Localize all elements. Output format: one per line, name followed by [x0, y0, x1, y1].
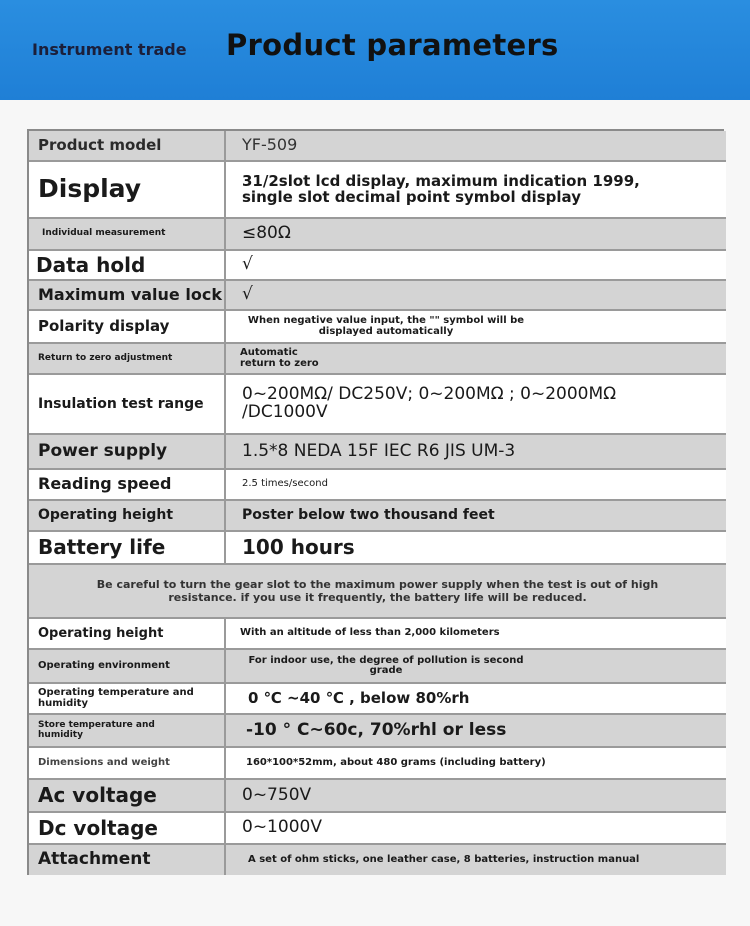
table-row — [29, 131, 726, 162]
table-row — [29, 435, 726, 470]
table-row — [29, 780, 726, 813]
table-row — [29, 219, 726, 251]
row-label: Dimensions and weight — [29, 748, 226, 778]
table-row — [29, 715, 726, 748]
row-value: √ — [242, 284, 253, 305]
row-label: Attachment — [29, 845, 226, 875]
table-row — [29, 251, 726, 281]
table-row — [29, 565, 726, 619]
row-value: √ — [242, 254, 253, 275]
row-value: 0~1000V — [242, 817, 322, 838]
row-label: Reading speed — [29, 470, 226, 499]
row-label: Maximum value lock — [29, 281, 226, 309]
row-value: 2.5 times/second — [242, 478, 328, 490]
table-row — [29, 501, 726, 532]
row-value: 160*100*52mm, about 480 grams (including battery) — [246, 756, 546, 768]
row-label: Polarity display — [29, 311, 226, 342]
table-row — [29, 532, 726, 565]
row-value: 0~750V — [242, 784, 312, 805]
table-row — [29, 162, 726, 219]
row-label: Insulation test range — [29, 375, 226, 433]
row-label: Dc voltage — [29, 813, 226, 843]
row-value: 100 hours — [242, 535, 355, 559]
row-label: Store temperature and humidity — [29, 715, 226, 746]
row-value: For indoor use, the degree of pollution is second grade — [248, 654, 524, 676]
table-row — [29, 619, 726, 650]
row-label: Return to zero adjustment — [29, 344, 226, 373]
table-row — [29, 650, 726, 684]
parameters-table — [27, 129, 724, 875]
row-label: Operating height — [29, 501, 226, 530]
row-value: ≤80Ω — [242, 223, 291, 244]
row-value: When negative value input, the "" symbol will be displayed automatically — [247, 315, 525, 337]
row-label: Product model — [29, 131, 226, 160]
row-value: 0~200MΩ/ DC250V; 0~200MΩ ; 0~2000MΩ /DC1000V — [242, 384, 617, 422]
table-row — [29, 344, 726, 375]
row-value: 0 ℃ ~40 ℃ , below 80%rh — [248, 688, 470, 707]
table-row — [29, 845, 726, 875]
table-row — [29, 470, 726, 501]
page-title: Product parameters — [226, 28, 559, 62]
row-label: Operating height — [29, 619, 226, 648]
row-value: A set of ohm sticks, one leather case, 8 batteries, instruction manual — [248, 853, 640, 865]
row-value: Automatic return to zero — [240, 347, 319, 369]
row-value: Poster below two thousand feet — [242, 507, 495, 524]
row-value: YF-509 — [242, 135, 298, 155]
row-label: Operating environment — [29, 650, 226, 682]
table-row — [29, 748, 726, 780]
row-label: Power supply — [29, 435, 226, 468]
table-row — [29, 375, 726, 435]
row-value: 31/2slot lcd display, maximum indication 1999, single slot decimal point symbol display — [242, 171, 640, 206]
table-row — [29, 813, 726, 845]
row-label: Individual measurement — [29, 219, 226, 249]
row-value: 1.5*8 NEDA 15F IEC R6 JIS UM-3 — [242, 440, 516, 461]
row-value: -10 ° C~60c, 70%rhl or less — [246, 719, 507, 740]
row-label: Operating temperature and humidity — [29, 684, 226, 713]
row-label: Battery life — [29, 532, 226, 563]
header-banner — [0, 0, 750, 100]
table-row — [29, 311, 726, 344]
table-row — [29, 281, 726, 311]
row-value: With an altitude of less than 2,000 kilometers — [240, 627, 500, 639]
row-label: Display — [29, 162, 226, 217]
battery-note: Be careful to turn the gear slot to the maximum power supply when the test is out of high resistance. if you use it frequently, the battery life will be reduced. — [96, 577, 659, 604]
table-row — [29, 684, 726, 715]
row-label: Ac voltage — [29, 780, 226, 811]
row-label: Data hold — [29, 251, 226, 279]
brand-name: Instrument trade — [32, 40, 187, 59]
